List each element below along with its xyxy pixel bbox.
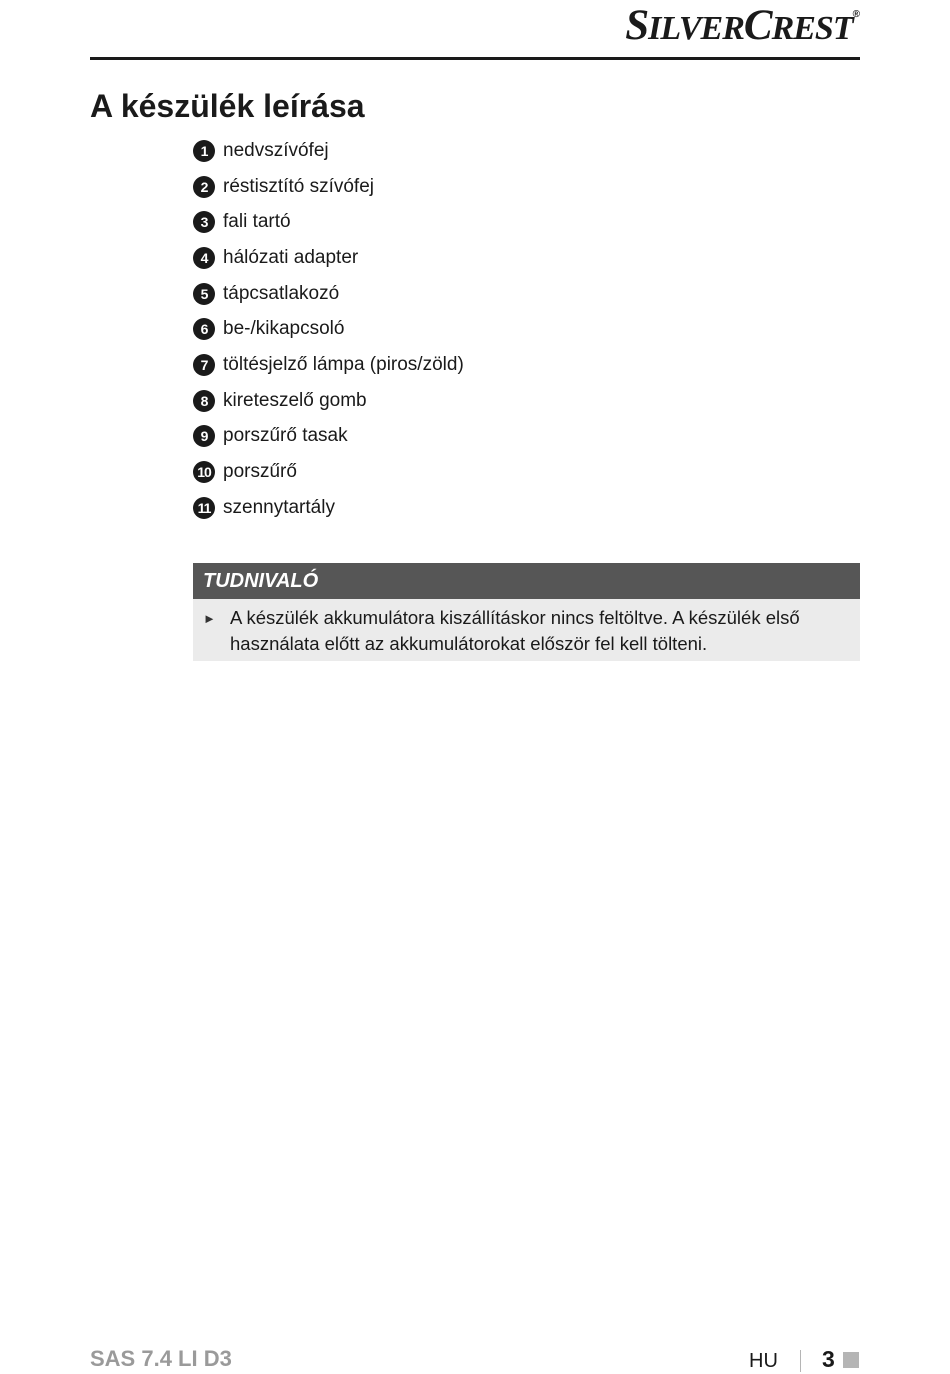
part-number-badge: 3 [193, 211, 215, 233]
part-number-badge: 7 [193, 354, 215, 376]
parts-list [193, 133, 464, 526]
list-item [193, 490, 464, 526]
list-item [193, 419, 464, 455]
part-label: hálózati adapter [223, 246, 359, 268]
header-divider [90, 57, 860, 60]
page-number: 3 [822, 1346, 835, 1372]
part-number-badge: 10 [193, 461, 215, 483]
page-title: A készülék leírása [90, 88, 365, 124]
part-number-badge: 11 [193, 497, 215, 519]
note-box [193, 563, 860, 661]
part-number-badge: 5 [193, 283, 215, 305]
list-item [193, 454, 464, 490]
list-item [193, 311, 464, 347]
page-marker-square [843, 1352, 859, 1368]
footer-language-code: HU [749, 1350, 778, 1372]
list-item [193, 276, 464, 312]
bullet-arrow-icon: ► [203, 611, 216, 626]
note-heading: TUDNIVALÓ [193, 563, 860, 599]
note-text: A készülék akkumulátora kiszállításkor nincs feltöltve. A készülék első használata előtt az akkumulátorokat először fel kell tölteni. [230, 607, 800, 654]
part-label: réstisztító szívófej [223, 175, 374, 197]
note-body [193, 599, 860, 657]
part-number-badge: 8 [193, 390, 215, 412]
part-label: töltésjelző lámpa (piros/zöld) [223, 353, 464, 375]
part-label: fali tartó [223, 211, 291, 233]
part-label: be-/kikapcsoló [223, 318, 345, 340]
part-number-badge: 6 [193, 318, 215, 340]
silvercrest-logo: SILVERCREST® [625, 2, 859, 49]
footer-model-number: SAS 7.4 LI D3 [90, 1346, 232, 1371]
list-item [193, 347, 464, 383]
footer-divider [800, 1350, 801, 1372]
part-label: nedvszívófej [223, 139, 329, 161]
part-label: kireteszelő gomb [223, 389, 367, 411]
list-item [193, 240, 464, 276]
part-number-badge: 9 [193, 425, 215, 447]
part-number-badge: 4 [193, 247, 215, 269]
part-label: tápcsatlakozó [223, 282, 340, 304]
part-label: szennytartály [223, 496, 335, 518]
list-item [193, 204, 464, 240]
part-label: porszűrő [223, 461, 297, 483]
list-item [193, 133, 464, 169]
list-item [193, 169, 464, 205]
list-item [193, 383, 464, 419]
part-number-badge: 1 [193, 140, 215, 162]
part-number-badge: 2 [193, 176, 215, 198]
part-label: porszűrő tasak [223, 425, 348, 447]
